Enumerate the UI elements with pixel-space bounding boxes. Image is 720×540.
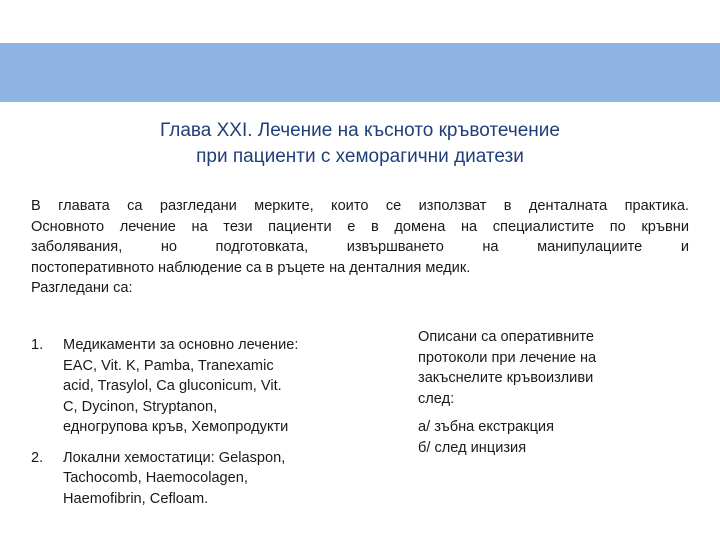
intro-line-1: В главата са разгледани мерките, които се използват в денталната практика. xyxy=(31,198,689,214)
header-banner xyxy=(0,43,720,102)
list-item-number: 2. xyxy=(31,449,44,466)
list-item-line: EAC, Vit. K, Pamba, Tranexamic xyxy=(63,357,274,374)
list-item-number: 1. xyxy=(31,337,44,353)
protocols-line: Описани са оперативните xyxy=(418,329,595,345)
protocols-text xyxy=(418,327,678,458)
protocol-item-a: а/ зъбна екстракция xyxy=(418,419,554,435)
list-item-line: C, Dycinon, Stryptanon, xyxy=(63,398,218,415)
list-item-line: acid, Trasylol, Ca gluconicum, Vit. xyxy=(63,378,282,394)
list-item-line: Медикаменти за основно лечение: xyxy=(63,337,299,353)
intro-line-3: заболявания, но подготовката, извършването на манипулациите и xyxy=(31,239,689,255)
list-item-line: Локални хемостатици: Gelaspon, xyxy=(63,449,286,466)
list-item xyxy=(31,448,371,510)
list-item-line: едногрупова кръв, Хемопродукти xyxy=(63,419,289,435)
list-item-line: Tachocomb, Haemocolagen, xyxy=(63,470,248,486)
intro-line-4: постоперативното наблюдение са в ръцете на денталния медик. xyxy=(31,259,471,276)
title-line-1: Глава XXI. Лечение на късното кръвотечение xyxy=(160,120,560,141)
list-item-line: Haemofibrin, Cefloam. xyxy=(63,490,209,507)
list-item xyxy=(31,335,371,438)
protocols-line: протоколи при лечение на xyxy=(418,349,597,366)
intro-paragraph xyxy=(31,196,689,299)
intro-line-5: Разгледани са: xyxy=(31,280,133,296)
slide-title xyxy=(0,118,720,170)
protocols-line: след: xyxy=(418,390,455,407)
numbered-list xyxy=(31,335,371,509)
protocol-item-b: б/ след инцизия xyxy=(418,439,527,456)
title-line-2: при пациенти с хеморагични диатези xyxy=(196,146,524,167)
protocols-line: закъснелите кръвоизливи xyxy=(418,370,594,386)
intro-line-2: Основното лечение на тези пациенти е в домена на специалистите по кръвни xyxy=(31,218,689,235)
